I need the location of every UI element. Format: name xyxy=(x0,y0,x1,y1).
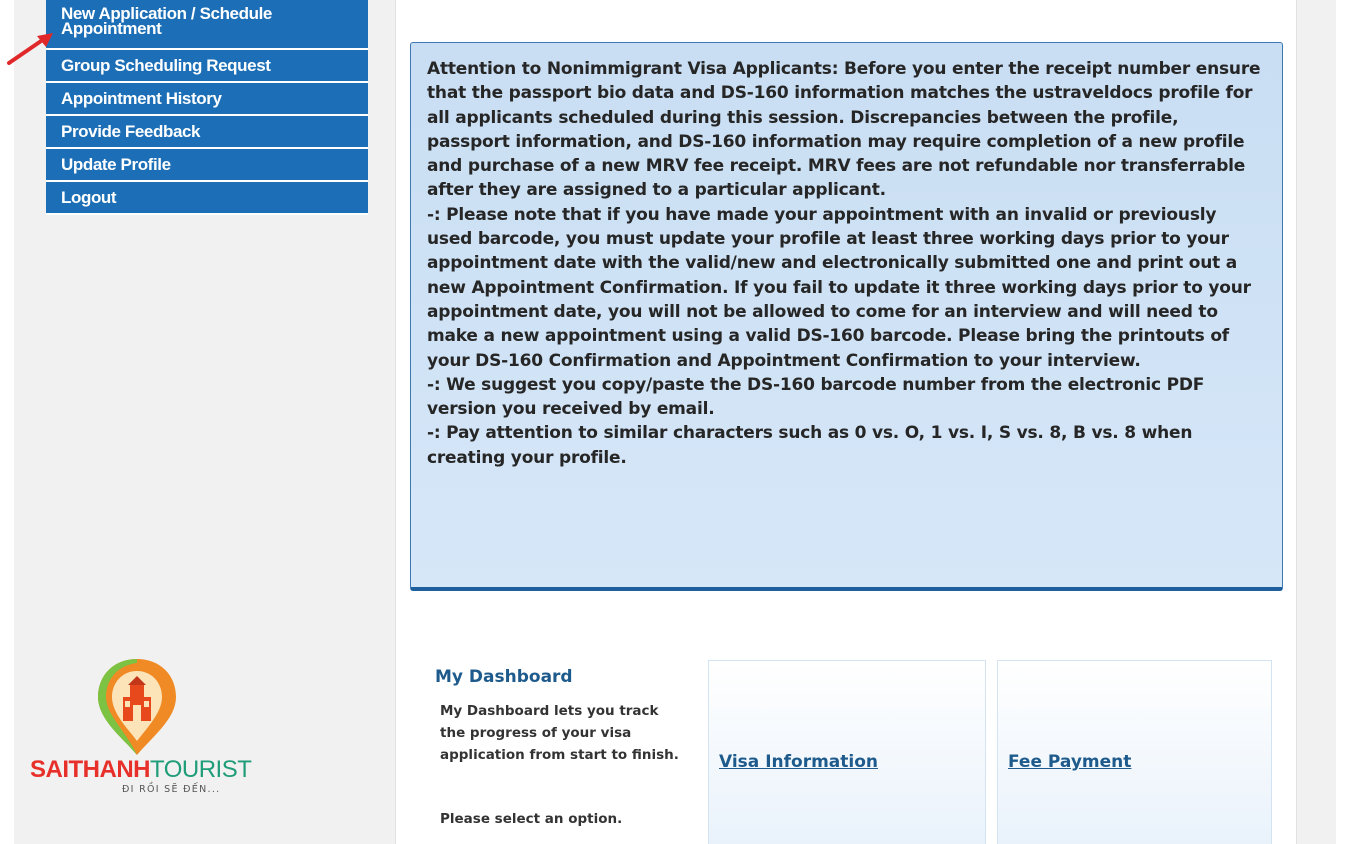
notice-paragraph: -: We suggest you copy/paste the DS-160 barcode number from the electronic PDF version you received by email. xyxy=(427,374,1205,420)
nav-appointment-history[interactable]: Appointment History xyxy=(46,83,368,116)
notice-paragraph: -: Pay attention to similar characters such as 0 vs. O, 1 vs. I, S vs. 8, B vs. 8 when creating your profile. xyxy=(427,423,1193,468)
saithanh-tourist-logo xyxy=(30,655,252,805)
nav-update-profile[interactable]: Update Profile xyxy=(46,149,368,182)
notice-paragraph: Attention to Nonimmigrant Visa Applicants: Before you enter the receipt number ensure that the passport bio data and DS-160 information matches the ustraveldocs profile for all applicants scheduled during this session. Discrepancies between the profile, passport information, and DS-160 information may require completion of a new profile and purchase of a new MRV fee receipt. MRV fees are not refundable nor transferrable after they are assigned to a particular applicant. xyxy=(427,59,1261,201)
fee-payment-link[interactable]: Fee Payment xyxy=(1008,752,1132,772)
visa-information-link[interactable]: Visa Information xyxy=(719,752,879,772)
dashboard-description: My Dashboard lets you track the progress of your visa application from start to finish. xyxy=(440,703,679,763)
sidebar-nav xyxy=(46,0,368,215)
nav-logout[interactable]: Logout xyxy=(46,182,368,215)
visa-information-card xyxy=(708,660,986,844)
notice-paragraph: -: Please note that if you have made your appointment with an invalid or previously used barcode, you must update your profile at least three working days prior to your appointment date with the valid/new and electronically submitted one and print out a new Appointment Confirmation. If you fail to update it three working days prior to your appointment date, you will not be allowed to come for an interview and will need to make a new appointment using a valid DS-160 barcode. Please bring the printouts of your DS-160 Confirmation and Appointment Confirmation to your interview. xyxy=(427,204,1251,371)
logo-tagline: ĐI RỒI SẼ ĐẾN... xyxy=(122,784,221,795)
nonimmigrant-visa-notice xyxy=(410,42,1283,591)
nav-provide-feedback[interactable]: Provide Feedback xyxy=(46,116,368,149)
dashboard-title: My Dashboard xyxy=(435,667,573,687)
red-arrow-icon xyxy=(6,30,56,66)
nav-new-application[interactable]: New Application / Schedule Appointment xyxy=(46,0,368,50)
logo-wordmark: SAITHANHTOURIST xyxy=(30,756,252,783)
dashboard-hint: Please select an option. xyxy=(440,811,623,827)
fee-payment-card xyxy=(997,660,1272,844)
location-pin-icon xyxy=(92,657,182,757)
nav-group-scheduling[interactable]: Group Scheduling Request xyxy=(46,50,368,83)
